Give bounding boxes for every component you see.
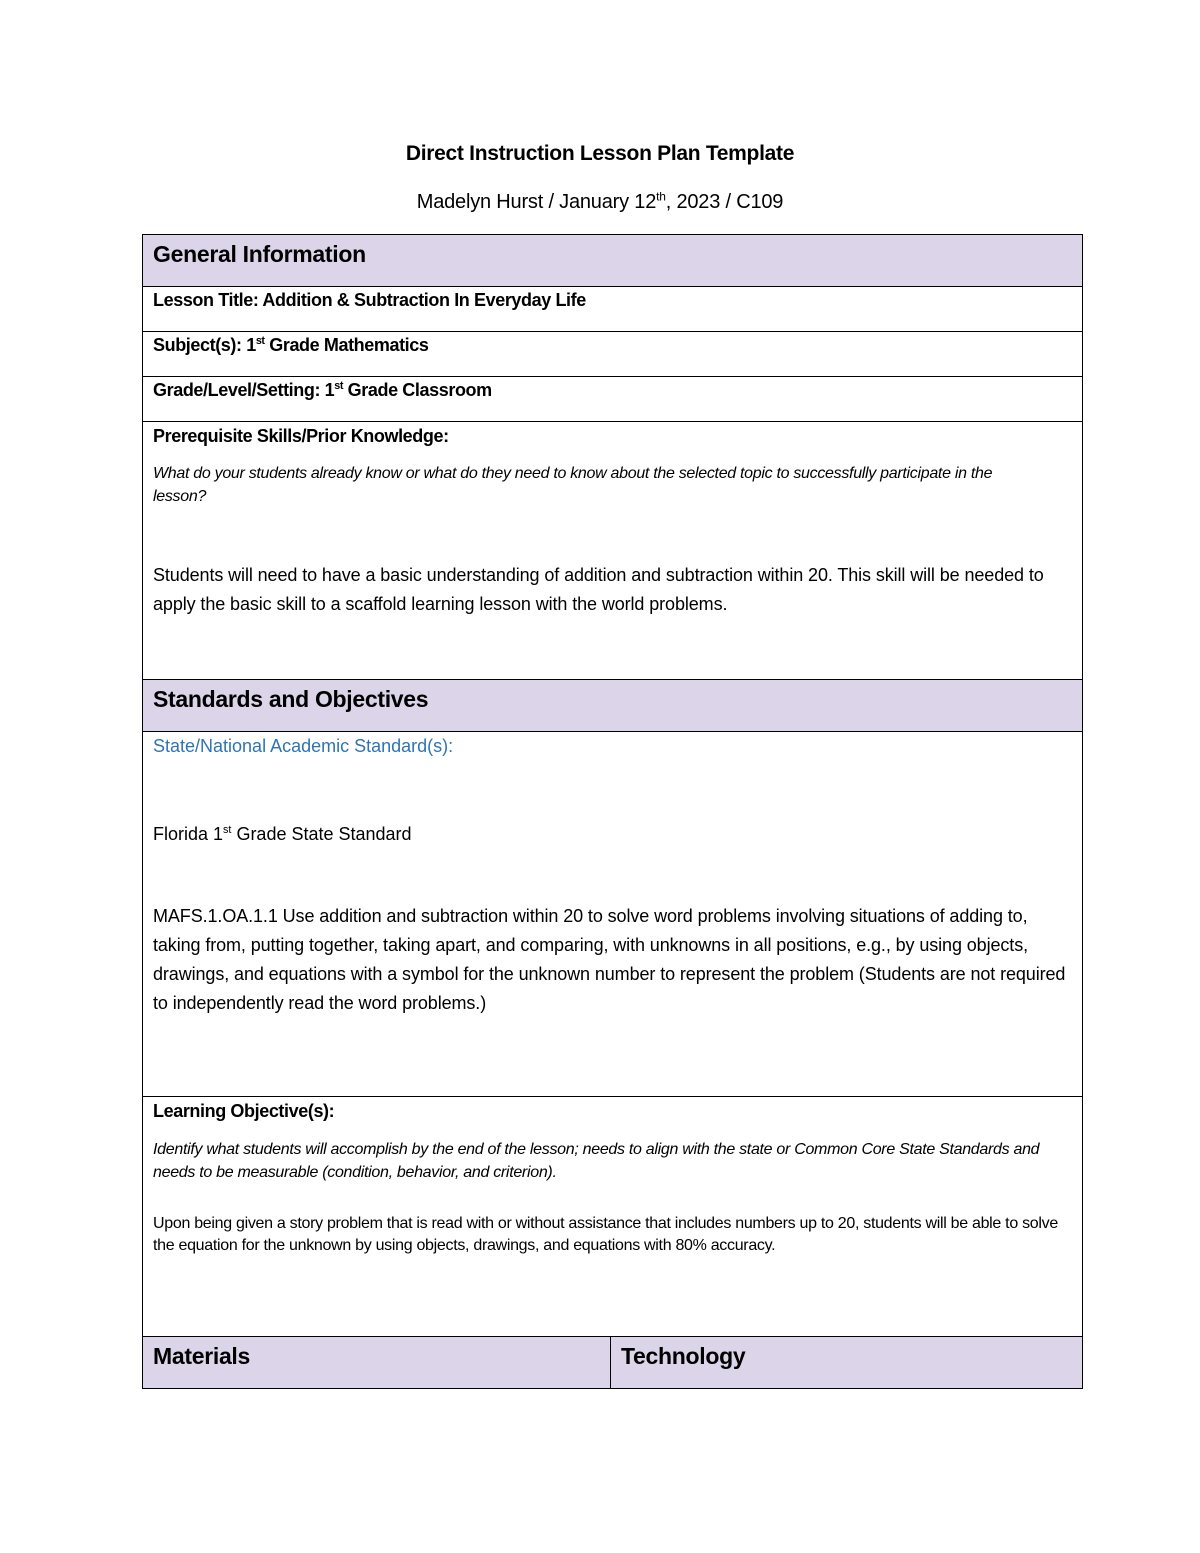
materials-header: Materials — [143, 1337, 611, 1389]
grade-level-sup: st — [334, 380, 344, 392]
subject-sup: st — [255, 335, 265, 347]
subject-prefix: Subject(s): 1 — [153, 335, 256, 355]
prerequisite-label: Prerequisite Skills/Prior Knowledge: — [153, 426, 449, 446]
subject-row — [143, 332, 1083, 377]
learning-objective-cell — [143, 1097, 1083, 1337]
technology-header: Technology — [611, 1337, 1083, 1389]
standard-name-suffix: Grade State Standard — [231, 824, 412, 844]
standard-text: MAFS.1.OA.1.1 Use addition and subtraction within 20 to solve word problems involving situations of adding to, taking from, putting together, taking apart, and comparing, with unknowns in all positions, e.g., by using objects, drawings, and equations with a symbol for the unknown number to represent the problem (Students are not required to independently read the word problems.) — [153, 906, 1066, 1013]
learning-objective-answer: Upon being given a story problem that is read with or without assistance that includes numbers up to 20, students will be able to solve the equation for the unknown by using objects, drawings, and equations with 80% accuracy. — [153, 1215, 1058, 1254]
author-line-sup: th — [656, 189, 666, 204]
grade-level-row — [143, 377, 1083, 422]
lesson-plan-table — [142, 234, 1083, 1389]
standards-cell — [143, 732, 1083, 1097]
general-information-header: General Information — [143, 235, 1083, 287]
author-line-prefix: Madelyn Hurst / January 12 — [416, 191, 657, 213]
standards-objectives-header: Standards and Objectives — [143, 680, 1083, 732]
learning-objective-label: Learning Objective(s): — [153, 1101, 335, 1121]
author-date-line — [0, 191, 1200, 214]
standard-name — [153, 824, 1072, 845]
document-title: Direct Instruction Lesson Plan Template — [405, 142, 795, 165]
lesson-title-row: Lesson Title: Addition & Subtraction In Everyday Life — [143, 287, 1083, 332]
prerequisite-prompt: What do your students already know or what do they need to know about the selected topic to successfully participate in the lesson? — [153, 465, 993, 505]
subject-suffix: Grade Mathematics — [264, 335, 429, 355]
standard-name-sup: st — [223, 824, 232, 836]
author-line-suffix: , 2023 / C109 — [665, 191, 784, 213]
prerequisite-answer: Students will need to have a basic understanding of addition and subtraction within 20. This skill will be needed to apply the basic skill to a scaffold learning lesson with the world problems. — [153, 565, 1044, 614]
grade-level-suffix: Grade Classroom — [343, 380, 492, 400]
standard-name-prefix: Florida 1 — [153, 824, 224, 844]
grade-level-prefix: Grade/Level/Setting: 1 — [153, 380, 335, 400]
prerequisite-cell — [143, 422, 1083, 680]
learning-objective-prompt: Identify what students will accomplish by the end of the lesson; needs to align with the state or Common Core State Standards and needs to be measurable (condition, behavior, and criterion). — [153, 1141, 1040, 1181]
standard-label: State/National Academic Standard(s): — [153, 736, 454, 756]
